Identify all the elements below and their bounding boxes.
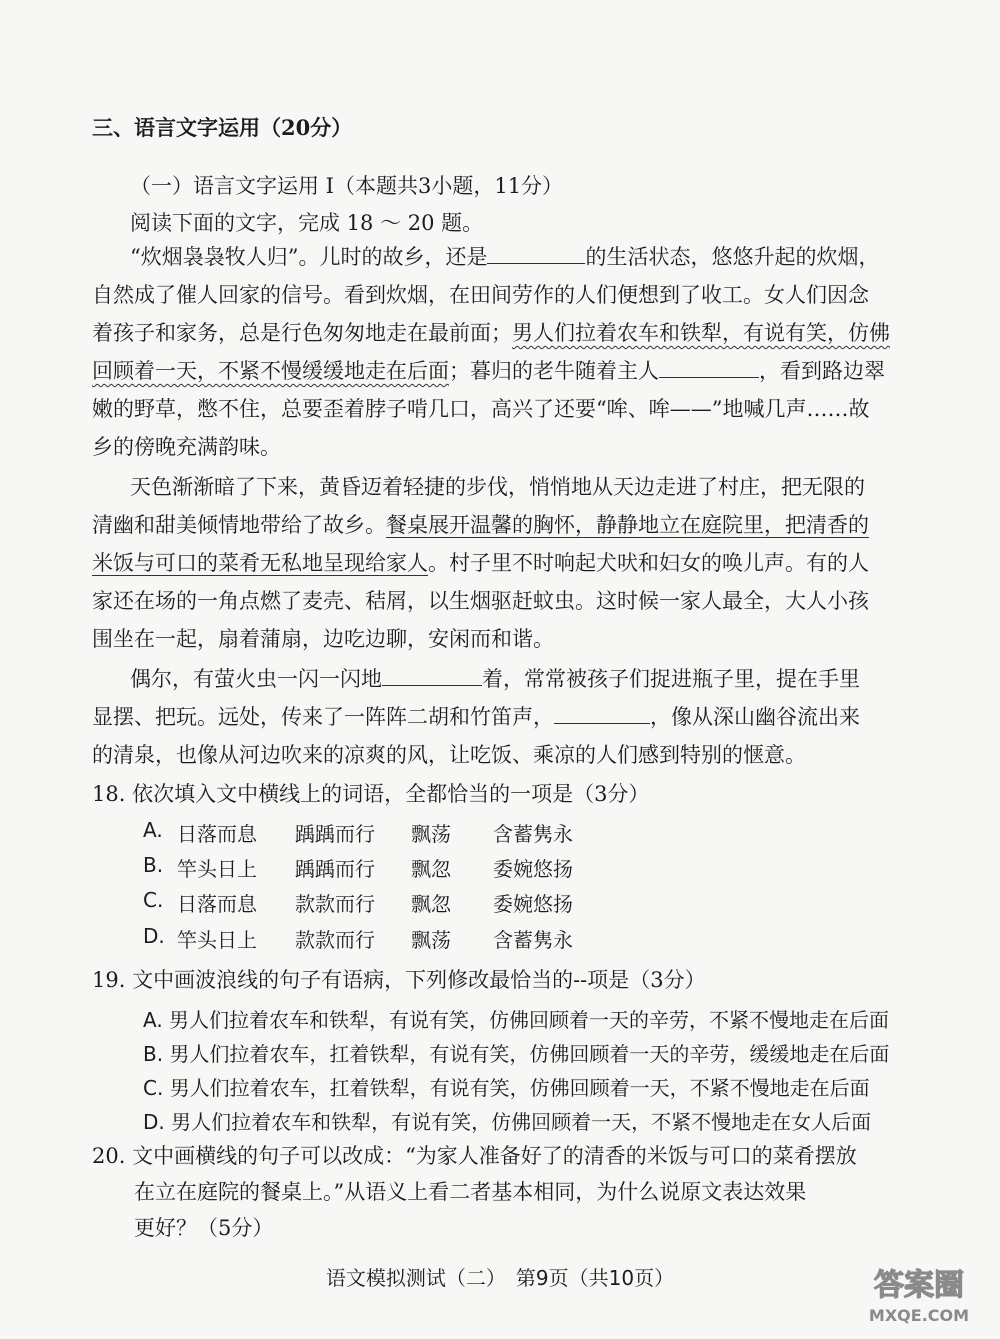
passage-line: 自然成了催人回家的信号。看到炊烟，在田间劳作的人们便想到了收工。女人们因念 bbox=[92, 283, 869, 307]
section-title: 三、语言文字运用（20分） bbox=[92, 115, 353, 140]
option-row: D. 男人们拉着农车和铁犁，有说有笑，仿佛回顾着一天，不紧不慢地走在女人后面 bbox=[143, 1110, 872, 1134]
option-row: D. 竿头日上 款款而行 飘荡 含蓄隽永 bbox=[143, 924, 573, 952]
watermark-logo-text: 答案圈 bbox=[874, 1268, 964, 1303]
wavy-underlined-sentence: 男人们拉着农车和铁犁，有说有笑，仿佛 bbox=[512, 321, 890, 345]
option-row: A. 日落而息 踽踽而行 飘荡 含蓄隽永 bbox=[143, 818, 573, 846]
watermark-logo-domain: MXQE.COM bbox=[868, 1306, 970, 1325]
fill-blank-2 bbox=[659, 357, 759, 378]
option-row: C. 男人们拉着农车，扛着铁犁，有说有笑，仿佛回顾着一天，不紧不慢地走在后面 bbox=[143, 1076, 870, 1100]
watermark-logo bbox=[854, 1259, 984, 1329]
option-row: B. 竿头日上 踽踽而行 飘忽 委婉悠扬 bbox=[143, 853, 573, 881]
passage-line: 乡的傍晚充满韵味。 bbox=[92, 435, 281, 459]
wavy-underlined-sentence: 回顾着一天，不紧不慢缓缓地走在后面 bbox=[92, 359, 449, 383]
option-row: B. 男人们拉着农车，扛着铁犁，有说有笑，仿佛回顾着一天的辛劳，缓缓地走在后面 bbox=[143, 1042, 890, 1066]
fill-blank-1 bbox=[487, 243, 585, 264]
passage-line: 显摆、把玩。远处，传来了一阵阵二胡和竹笛声， ，像从深山幽谷流出来 bbox=[92, 705, 860, 729]
page-footer: 语文模拟测试（二） 第9页（共10页） bbox=[325, 1266, 675, 1290]
passage-line: 嫩的野草，憋不住，总要歪着脖子啃几口，高兴了还要“哞、哞——”地喊几声……故 bbox=[92, 397, 870, 421]
fill-blank-4 bbox=[554, 703, 650, 724]
passage-line: 天色渐渐暗了下来，黄昏迈着轻捷的步伐，悄悄地从天边走进了村庄，把无限的 bbox=[130, 475, 865, 499]
question-20-line: 20. 文中画横线的句子可以改成：“为家人准备好了的清香的米饭与可口的菜肴摆放 bbox=[92, 1144, 857, 1168]
fill-blank-3 bbox=[382, 665, 482, 686]
question-18-stem: 18. 依次填入文中横线上的词语，全都恰当的一项是（3分） bbox=[92, 782, 650, 806]
passage-line: 的清泉，也像从河边吹来的凉爽的风，让吃饭、乘凉的人们感到特别的惬意。 bbox=[92, 743, 806, 767]
question-20-line: 更好？（5分） bbox=[134, 1216, 274, 1240]
passage-line: 偶尔，有萤火虫一闪一闪地 着，常常被孩子们捉进瓶子里，提在手里 bbox=[130, 667, 860, 691]
passage-line: “炊烟袅袅牧人归”。儿时的故乡，还是 的生活状态，悠悠升起的炊烟， bbox=[130, 245, 880, 269]
passage-line: 着孩子和家务，总是行色匆匆地走在最前面；男人们拉着农车和铁犁，有说有笑，仿佛 bbox=[92, 321, 890, 345]
option-row: A. 男人们拉着农车和铁犁，有说有笑，仿佛回顾着一天的辛劳，不紧不慢地走在后面 bbox=[143, 1008, 890, 1032]
sub-section-title: （一）语言文字运用 Ⅰ（本题共3小题，11分） bbox=[130, 174, 564, 198]
question-20-line: 在立在庭院的餐桌上。”从语义上看二者基本相同，为什么说原文表达效果 bbox=[134, 1180, 807, 1204]
passage-line: 回顾着一天，不紧不慢缓缓地走在后面；暮归的老牛随着主人 ，看到路边翠 bbox=[92, 359, 885, 383]
passage-line: 清幽和甜美倾情地带给了故乡。餐桌展开温馨的胸怀，静静地立在庭院里，把清香的 bbox=[92, 513, 869, 537]
question-19-stem: 19. 文中画波浪线的句子有语病，下列修改最恰当的--项是（3分） bbox=[92, 968, 706, 992]
passage-line: 家还在场的一角点燃了麦壳、秸屑，以生烟驱赶蚊虫。这时候一家人最全，大人小孩 bbox=[92, 589, 869, 613]
passage-line: 米饭与可口的菜肴无私地呈现给家人。村子里不时响起犬吠和妇女的唤儿声。有的人 bbox=[92, 551, 869, 575]
passage-line: 围坐在一起，扇着蒲扇，边吃边聊，安闲而和谐。 bbox=[92, 627, 554, 651]
instruction: 阅读下面的文字，完成 18 ～ 20 题。 bbox=[130, 211, 484, 235]
underlined-sentence: 餐桌展开温馨的胸怀，静静地立在庭院里，把清香的 bbox=[386, 513, 869, 537]
underlined-sentence: 米饭与可口的菜肴无私地呈现给家人 bbox=[92, 551, 428, 575]
option-row: C. 日落而息 款款而行 飘忽 委婉悠扬 bbox=[143, 888, 573, 916]
